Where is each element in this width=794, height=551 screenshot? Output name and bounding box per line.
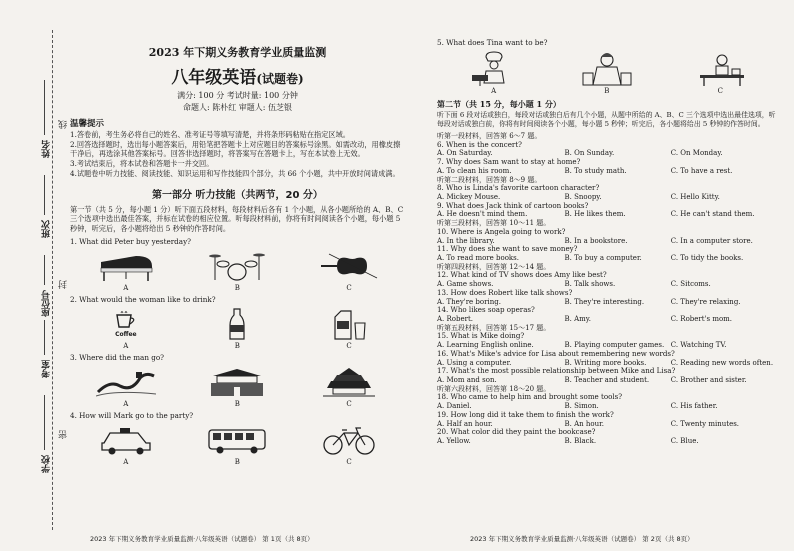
notice-heading: 温馨提示: [70, 119, 105, 129]
name-blank: [44, 80, 45, 135]
listening-note: 听第二段材料，回答第 8～9 题。: [437, 175, 542, 184]
notice-item: 1.答卷前，考生务必将自己的姓名、准考证号等填写清楚，并将条形码粘贴在指定区域。: [70, 130, 350, 139]
question-16: 16. What's Mike's advice for Lisa about remembering new words?: [437, 348, 675, 358]
name-label: 姓名: [42, 140, 52, 158]
drum-kit-image: [206, 249, 268, 283]
left-column: [70, 44, 405, 469]
question-8: 8. Who is Linda's favorite cartoon character?: [437, 183, 600, 193]
question-20: 20. What color did they paint the bookcase?: [437, 427, 596, 437]
class-blank: [44, 175, 45, 215]
q20-options: A. Yellow. B. Black. C. Blue.: [437, 437, 699, 446]
seat-label: 座位号: [42, 290, 52, 317]
q6-options: A. On Saturday. B. On Sunday. C. On Monday.: [437, 149, 723, 158]
question-11: 11. Why does she want to save money?: [437, 244, 578, 254]
section2-intro: 听下面 6 段对话或独白，每段对话或独白后有几个小题，从题中所给的 A、B、C 三个选项中选出最佳选项，听每段对话或独白前，你将有时间阅读各个小题，每小题 5 秒钟；听完后，各小题将给出 5 秒钟的作答时间。: [437, 111, 776, 128]
q15-options: A. Learning English online. B. Playing computer games. C. Watching TV.: [437, 341, 727, 350]
q14-options: A. Robert. B. Amy. C. Robert's mom.: [437, 315, 733, 324]
q5-options: A B C: [491, 87, 723, 95]
q5-pictures: [437, 48, 777, 86]
q10-options: A. In the library. B. In a bookstore. C. In a computer store.: [437, 236, 753, 245]
notice-item: 3.考试结束后，将本试卷和答题卡一并交回。: [70, 159, 214, 169]
room-blank: [44, 320, 45, 355]
milk-carton-image: [318, 307, 380, 341]
question-10: 10. Where is Angela going to work?: [437, 226, 566, 236]
school-label: 学校: [42, 455, 52, 473]
question-9: 9. What does Jack think of cartoon books?: [437, 200, 589, 210]
bicycle-image: [318, 423, 380, 457]
question-15: 15. What is Mike doing?: [437, 331, 525, 341]
q17-options: A. Mom and son. B. Teacher and student. C. Brother and sister.: [437, 376, 747, 385]
listening-note: 听第五段材料，回答第 15～17 题。: [437, 323, 551, 332]
taxi-image: [95, 423, 157, 457]
cut-mark-seal: 封: [59, 280, 69, 289]
footer-page-2: 2023 年下期义务教育学业质量监测·八年级英语（试题卷） 第 2页（共 8页）: [470, 535, 694, 543]
footer-page-1: 2023 年下期义务教育学业质量监测·八年级英语（试题卷） 第 1页（共 8页）: [90, 535, 314, 543]
tiananmen-image: [206, 365, 268, 399]
part1-title: 第一部分 听力技能（共两节，20 分）: [152, 189, 323, 201]
question-18: 18. Who came to help him and brought some tools?: [437, 392, 623, 402]
q3-pictures: [70, 363, 405, 399]
question-12: 12. What kind of TV shows does Amy like best?: [437, 270, 607, 280]
score-time: 满分: 100 分 考试时量: 100 分钟: [177, 91, 298, 100]
listening-note: 听第六段材料，回答第 18～20 题。: [437, 384, 551, 393]
notice-item: 4.试题卷中听力技能、阅读技能、知识运用和写作技能四个部分，共 66 个小题，共中开放时间请成满。: [70, 168, 400, 178]
section1-intro: 第一节（共 5 分，每小题 1 分）听下面五段材料，每段材料后各有 1 个小题，从各小题所给的 A、B、C 三个选项中选出最佳答案，并标在试卷的相应位置。听每段材料前，你将有时间阅读各个小题，每小题 5 秒钟，听完后，各小题将给出 5 秒钟的作答时间。: [70, 204, 404, 234]
violin-image: [318, 249, 380, 283]
listening-note: 听第三段材料，回答第 10～11 题。: [437, 219, 551, 228]
class-label: 班次: [42, 220, 52, 238]
great-wall-image: [95, 365, 157, 399]
question-14: 14. Who likes soap operas?: [437, 305, 535, 315]
section2-heading: 第二节（共 15 分，每小题 1 分）: [437, 99, 561, 109]
cut-mark-line: 线: [59, 120, 69, 129]
q7-options: A. To clean his room. B. To study math. C. To have a rest.: [437, 166, 733, 175]
exam-title: 2023 年下期义务教育学业质量监测: [148, 46, 327, 59]
question-13: 13. How does Robert like talk shows?: [437, 287, 573, 297]
q4-options: A B C: [123, 457, 352, 466]
question-7: 7. Why does Sam want to stay at home?: [437, 157, 581, 167]
q18-options: A. Daniel. B. Simon. C. His father.: [437, 402, 718, 411]
teacher-desk-image: [689, 52, 751, 86]
temple-of-heaven-image: [318, 365, 380, 399]
right-column: [437, 38, 777, 446]
notice: [70, 117, 405, 179]
piano-image: [95, 249, 157, 283]
q2-options: A B C: [123, 341, 352, 350]
question-6: 6. When is the concert?: [437, 139, 522, 149]
question-3: 3. Where did the man go?: [70, 352, 165, 362]
q1-pictures: [70, 247, 405, 283]
q19-options: A. Half an hour. B. An hour. C. Twenty minutes.: [437, 419, 740, 428]
listening-note: 听第一段材料，回答第 6～7 题。: [437, 131, 542, 140]
school-blank: [44, 395, 45, 450]
room-label: 考室: [42, 360, 52, 378]
q9-options: A. He doesn't mind them. B. He likes them. C. He can't stand them.: [437, 210, 755, 219]
bus-image: [206, 423, 268, 457]
grandmother-image: [576, 52, 638, 86]
q1-options: A B C: [123, 283, 352, 292]
coffee-logo-image: [95, 307, 157, 341]
q11-options: A. To read more books. B. To buy a computer. C. To tidy the books.: [437, 254, 744, 262]
cook-image: [463, 52, 525, 86]
question-1: 1. What did Peter buy yesterday?: [70, 236, 191, 246]
coffee-word: Coffee: [115, 331, 137, 339]
cola-bottle-image: [206, 307, 268, 341]
q8-options: A. Mickey Mouse. B. Snoopy. C. Hello Kitty.: [437, 192, 720, 201]
notice-item: 2.回答选择题时，选出每小题答案后，用铅笔把答题卡上对应题目的答案标号涂黑。如需改动，用橡皮擦干净后，再选涂其他答案标号。回答非选择题时，将答案写在答题卡上，写在本试卷上无效。: [70, 139, 401, 159]
q3-options: A B C: [123, 399, 352, 408]
cut-mark-secret: 密: [59, 430, 69, 439]
q13-options: A. They're boring. B. They're interesting. C. They're relaxing.: [437, 297, 741, 306]
authors: 命题人: 陈朴红 审题人: 伍芝银: [182, 103, 293, 112]
listening-note: 听第四段材料，回答第 12～14 题。: [437, 262, 551, 271]
q4-pictures: [70, 421, 405, 457]
q12-options: A. Game shows. B. Talk shows. C. Sitcoms.: [437, 280, 711, 289]
question-4: 4. How will Mark go to the party?: [70, 410, 194, 420]
seat-blank: [44, 255, 45, 285]
q2-pictures: [70, 305, 405, 341]
question-19: 19. How long did it take them to finish the work?: [437, 409, 614, 419]
question-5: 5. What does Tina want to be?: [437, 38, 548, 47]
question-2: 2. What would the woman like to drink?: [70, 294, 216, 304]
question-17: 17. What's the most possible relationship between Mike and Lisa?: [437, 366, 676, 376]
subject-title: 八年级英语(试题卷): [171, 68, 304, 88]
q16-options: A. Using a computer. B. Writing more books. C. Reading new words often.: [437, 358, 774, 367]
binding-margin: [0, 0, 69, 551]
